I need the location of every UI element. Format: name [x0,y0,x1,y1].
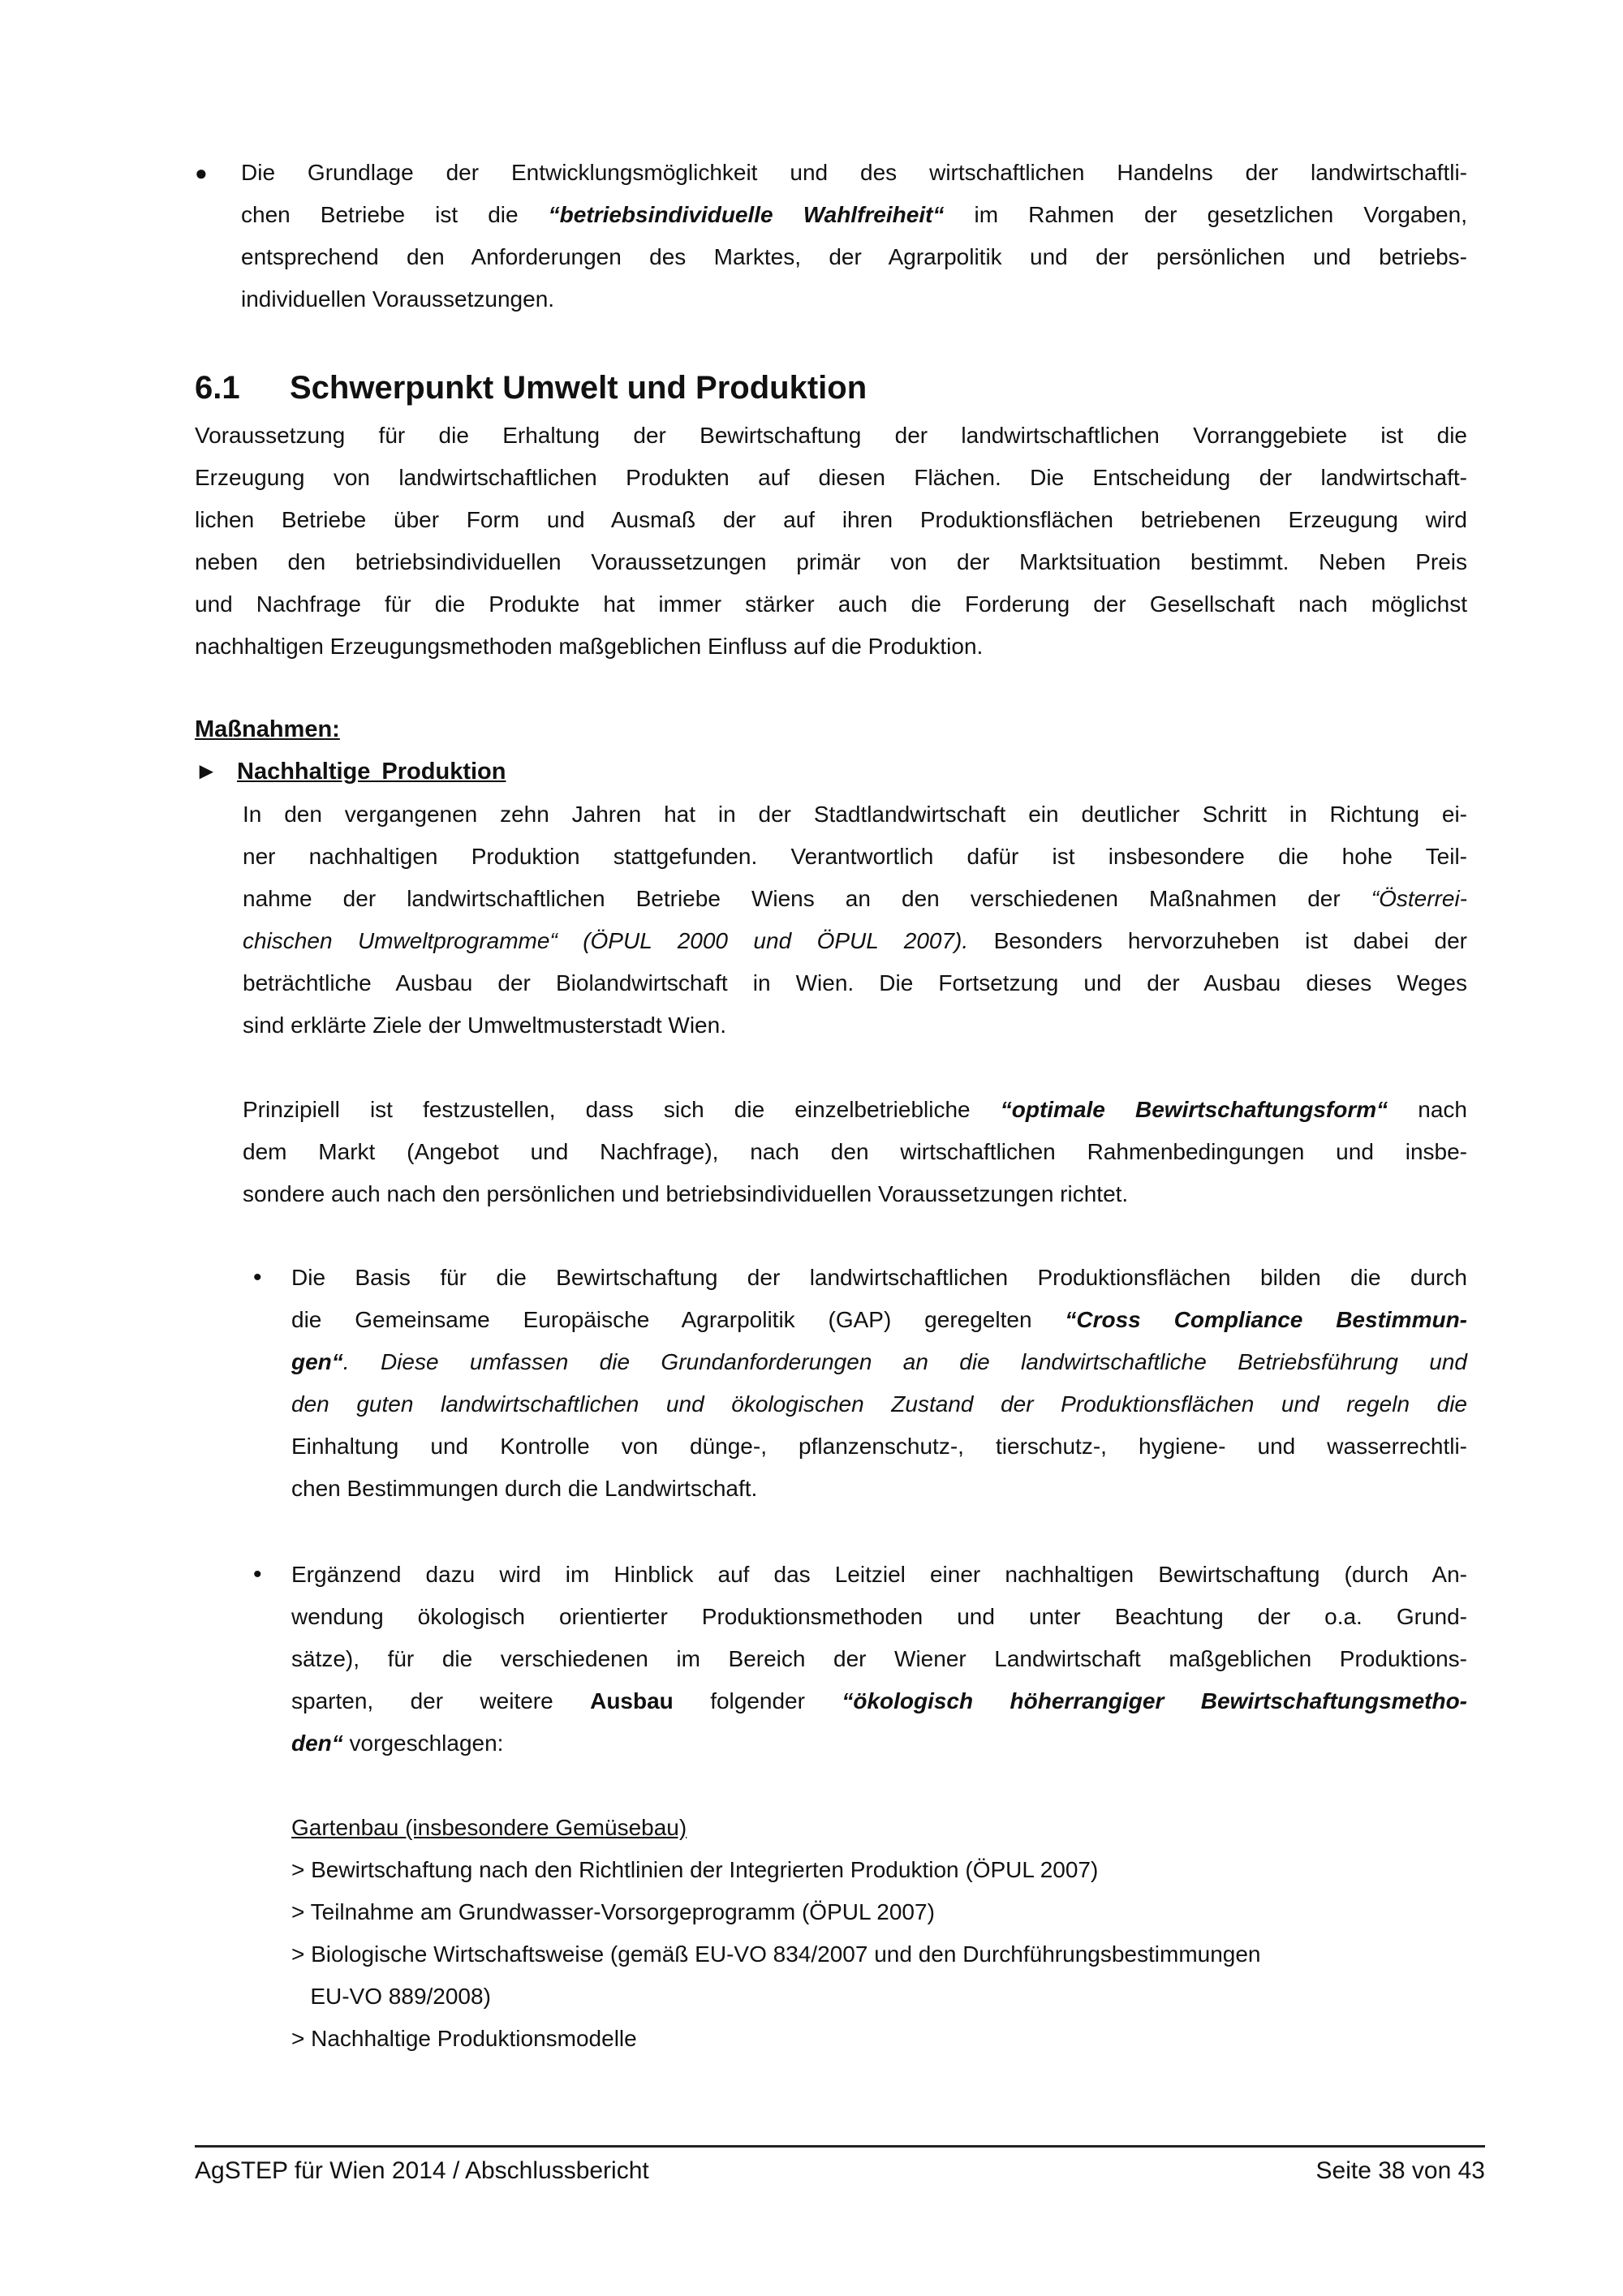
text-run: EU-VO 889/2008) [291,1984,491,2009]
text-line [291,1680,1467,1722]
text-run: nachhaltigen Erzeugungsmethoden maßgeblichen Einfluss auf die Produktion. [195,634,984,659]
ecological-methods-bullet [291,1554,1467,1765]
text-run: > Biologische Wirtschaftsweise (gemäß EU-VO 834/2007 und den Durchführungsbestimmungen [291,1941,1261,1967]
emphasized-text: “optimale Bewirtschaftungsform“ [1000,1097,1388,1122]
text-run: folgender [673,1688,842,1713]
footer-document-title: AgSTEP für Wien 2014 / Abschlussbericht [195,2157,649,2184]
text-run: sätze), für die verschiedenen im Bereich der Wiener Landwirtschaft maßgeblichen Produktions- [291,1646,1467,1671]
text-line [291,1933,1467,1976]
text-run: In den vergangenen zehn Jahren hat in der Stadtlandwirtschaft ein deutlicher Schritt in Richtung ei- [243,802,1467,827]
emphasized-text: den guten landwirtschaftlichen und ökologischen Zustand der Produktionsflächen und regeln die [291,1391,1467,1417]
text-run: > Nachhaltige Produktionsmodelle [291,2026,637,2051]
text-run: lichen Betriebe über Form und Ausmaß der auf ihren Produktionsflächen betriebenen Erzeugung wird [195,507,1467,532]
text-run: Besonders hervorzuheben ist dabei der [968,928,1467,953]
text-line [243,793,1467,836]
section-title: Schwerpunkt Umwelt und Produktion [290,370,867,406]
section-intro-paragraph [195,415,1467,668]
text-run: beträchtliche Ausbau der Biolandwirtschaft in Wien. Die Fortsetzung und der Ausbau dieses Weges [243,970,1467,995]
text-run: ner nachhaltigen Produktion stattgefunden. Verantwortlich dafür ist insbesondere die hohe Teil- [243,844,1467,869]
text-line [291,1722,1467,1765]
text-line [195,499,1467,541]
text-run: > Teilnahme am Grundwasser-Vorsorgeprogramm (ÖPUL 2007) [291,1899,935,1924]
text-run: und Nachfrage für die Produkte hat immer stärker auch die Forderung der Gesellschaft nach möglichst [195,591,1467,617]
text-run: neben den betriebsindividuellen Voraussetzungen primär von der Marktsituation bestimmt. Neben Preis [195,549,1467,574]
text-line [291,1468,1467,1510]
text-line [291,1554,1467,1596]
bullet-icon: • [253,1561,262,1588]
text-run: die Gemeinsame Europäische Agrarpolitik (GAP) geregelten [291,1307,1065,1332]
subheading-sustainable-production [195,750,506,793]
text-line [195,583,1467,626]
text-run: Ergänzend dazu wird im Hinblick auf das Leitziel einer nachhaltigen Bewirtschaftung (durch An- [291,1562,1467,1587]
text-line [241,236,1467,278]
text-line [243,1004,1467,1047]
optimal-management-paragraph [243,1089,1467,1215]
text-line [243,962,1467,1004]
text-run: Die Basis für die Bewirtschaftung der landwirtschaftlichen Produktionsflächen bilden die durch [291,1265,1467,1290]
bullet-icon: ● [195,161,208,185]
measures-label: Maßnahmen: [195,716,340,742]
text-line [291,1257,1467,1299]
text-line [241,278,1467,320]
footer-divider [195,2145,1485,2148]
text-line [195,626,1467,668]
text-line [291,1425,1467,1468]
text-line [243,878,1467,920]
text-line [291,1849,1467,1891]
emphasized-text: “betriebsindividuelle Wahlfreiheit“ [548,202,945,227]
text-run: sind erklärte Ziele der Umweltmusterstadt Wien. [243,1013,726,1038]
section-heading [195,365,867,411]
text-line [243,1089,1467,1131]
text-run: Einhaltung und Kontrolle von dünge-, pflanzenschutz-, tierschutz-, hygiene- und wasserrechtli- [291,1434,1467,1459]
text-run: vorgeschlagen: [342,1731,504,1756]
text-run: im Rahmen der gesetzlichen Vorgaben, [944,202,1467,227]
emphasized-text: Gartenbau (insbesondere Gemüsebau) [291,1815,687,1840]
text-line [291,2018,1467,2060]
text-run: chen Betriebe ist die [241,202,549,227]
text-line [241,152,1467,194]
text-run: dem Markt (Angebot und Nachfrage), nach den wirtschaftlichen Rahmenbedingungen und insbe- [243,1139,1467,1164]
bullet-icon: • [253,1264,262,1291]
emphasized-text: den“ [291,1731,343,1756]
text-line [243,1173,1467,1215]
text-line [291,1638,1467,1680]
arrow-right-icon: ► [195,759,218,785]
emphasized-text: . Diese umfassen die Grundanforderungen an die landwirtschaftliche Betriebsführung und [342,1349,1467,1374]
footer-page-number: Seite 38 von 43 [1315,2157,1485,2184]
text-run: Voraussetzung für die Erhaltung der Bewirtschaftung der landwirtschaftlichen Vorranggebiete ist die [195,423,1467,448]
text-run: sondere auch nach den persönlichen und betriebsindividuellen Voraussetzungen richtet. [243,1181,1129,1206]
text-line [243,1131,1467,1173]
text-line [195,541,1467,583]
text-line [241,194,1467,236]
text-line [243,836,1467,878]
emphasized-text: “Österrei- [1371,886,1467,911]
text-run: entsprechend den Anforderungen des Marktes, der Agrarpolitik und der persönlichen und betriebs- [241,244,1467,269]
text-line [243,920,1467,962]
emphasized-text: chischen Umweltprogramme“ (ÖPUL 2000 und ÖPUL 2007). [243,928,969,953]
text-run: nach [1388,1097,1467,1122]
text-run: nahme der landwirtschaftlichen Betriebe Wiens an den verschiedenen Maßnahmen der [243,886,1371,911]
emphasized-text: “ökologisch höherrangiger Bewirtschaftungsmetho- [842,1688,1468,1713]
text-run: Die Grundlage der Entwicklungsmöglichkeit und des wirtschaftlichen Handelns der landwirtschaftli- [241,160,1467,185]
text-line [291,1976,1467,2018]
text-line [291,1596,1467,1638]
text-line [291,1891,1467,1933]
text-line [291,1299,1467,1341]
text-line [291,1383,1467,1425]
text-run: sparten, der weitere [291,1688,591,1713]
text-line [195,457,1467,499]
text-run: > Bewirtschaftung nach den Richtlinien der Integrierten Produktion (ÖPUL 2007) [291,1857,1099,1882]
text-run: chen Bestimmungen durch die Landwirtschaft. [291,1476,758,1501]
text-run: Erzeugung von landwirtschaftlichen Produkten auf diesen Flächen. Die Entscheidung der landwirtschaft- [195,465,1467,490]
text-run: Prinzipiell ist festzustellen, dass sich die einzelbetriebliche [243,1097,1001,1122]
intro-bullet-paragraph [241,152,1467,320]
text-line [195,415,1467,457]
text-line [291,1341,1467,1383]
sustainable-production-paragraph [243,793,1467,1047]
text-line [291,1807,1467,1849]
cross-compliance-bullet [291,1257,1467,1510]
text-run: wendung ökologisch orientierter Produktionsmethoden und unter Beachtung der o.a. Grund- [291,1604,1467,1629]
emphasized-text: “Cross Compliance Bestimmun- [1065,1307,1467,1332]
text-run: individuellen Voraussetzungen. [241,286,555,312]
section-number: 6.1 [195,370,240,406]
horticulture-list [291,1807,1467,2060]
emphasized-text: gen“ [291,1349,343,1374]
emphasized-text: Ausbau [590,1688,674,1713]
subheading-label: Nachhaltige Produktion [237,759,506,785]
